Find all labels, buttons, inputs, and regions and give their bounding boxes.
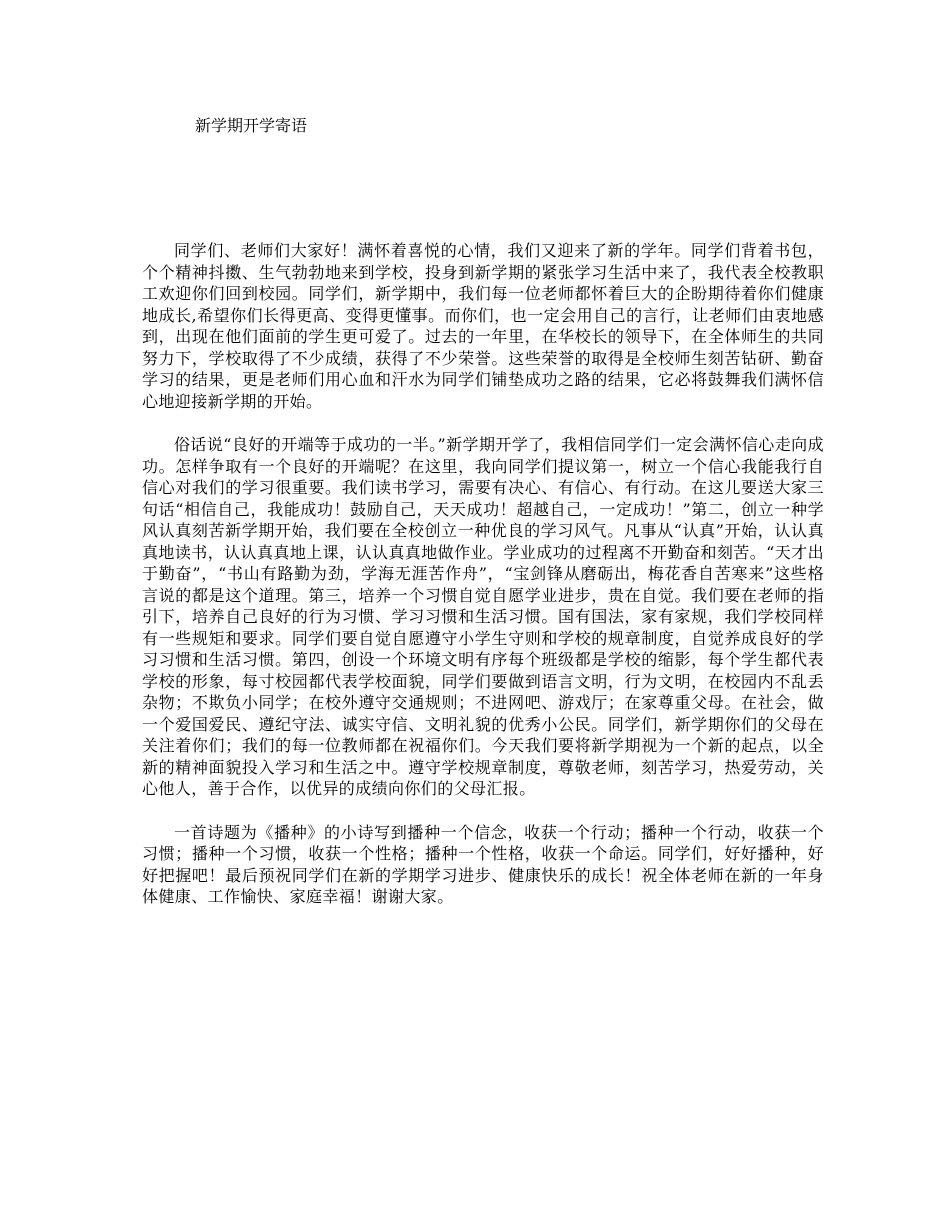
paragraph-greeting: 同学们、老师们大家好！满怀着喜悦的心情，我们又迎来了新的学年。同学们背着书包，个个精神抖擞、生气勃勃地来到学校，投身到新学期的紧张学习生活中来了，我代表全校教职工欢迎你们回到校园。同学们，新学期中，我们每一位老师都怀着巨大的企盼期待着你们健康地成长,希望你们长得更高、变得更懂事。而你们，也一定会用自己的言行，让老师们由衷地感到，出现在他们面前的学生更可爱了。过去的一年里，在华校长的领导下，在全体师生的共同努力下，学校取得了不少成绩，获得了不少荣誉。这些荣誉的取得是全校师生刻苦钻研、勤奋学习的结果，更是老师们用心血和汗水为同学们铺垫成功之路的结果，它必将鼓舞我们满怀信心地迎接新学期的开始。 [142,241,824,411]
paragraph-suggestions: 俗话说“良好的开端等于成功的一半。”新学期开学了，我相信同学们一定会满怀信心走向成功。怎样争取有一个良好的开端呢？在这里，我向同学们提议第一，树立一个信心我能我行自信心对我们的学习很重要。我们读书学习，需要有决心、有信心、有行动。在这儿要送大家三句话“相信自己，我能成功！鼓励自己，天天成功！超越自己，一定成功！”第二，创立一种学风认真刻苦新学期开始，我们要在全校创立一种优良的学习风气。凡事从“认真”开始，认认真真地读书，认认真真地上课，认认真真地做作业。学业成功的过程离不开勤奋和刻苦。“天才出于勤奋”，“书山有路勤为劲，学海无涯苦作舟”，“宝剑锋从磨砺出，梅花香自苦寒来”这些格言说的都是这个道理。第三，培养一个习惯自觉自愿学业进步，贵在自觉。我们要在老师的指引下，培养自己良好的行为习惯、学习习惯和生活习惯。国有国法，家有家规，我们学校同样有一些规矩和要求。同学们要自觉自愿遵守小学生守则和学校的规章制度，自觉养成良好的学习习惯和生活习惯。第四，创设一个环境文明有序每个班级都是学校的缩影，每个学生都代表学校的形象，每寸校园都代表学校面貌，同学们要做到语言文明，行为文明，在校园内不乱丢杂物；不欺负小同学；在校外遵守交通规则；不进网吧、游戏厅；在家尊重父母。在社会，做一个爱国爱民、遵纪守法、诚实守信、文明礼貌的优秀小公民。同学们，新学期你们的父母在关注着你们；我们的每一位教师都在祝福你们。今天我们要将新学期视为一个新的起点，以全新的精神面貌投入学习和生活之中。遵守学校规章制度，尊敬老师，刻苦学习，热爱劳动，关心他人，善于合作，以优异的成绩向你们的父母汇报。 [142,435,824,798]
document-body [142,240,824,930]
document-title: 新学期开学寄语 [195,116,308,135]
paragraph-closing: 一首诗题为《播种》的小诗写到播种一个信念，收获一个行动；播种一个行动，收获一个习惯；播种一个习惯，收获一个性格；播种一个性格，收获一个命运。同学们，好好播种，好好把握吧！最后预祝同学们在新的学期学习进步、健康快乐的成长！祝全体老师在新的一年身体健康、工作愉快、家庭幸福！谢谢大家。 [142,822,824,906]
